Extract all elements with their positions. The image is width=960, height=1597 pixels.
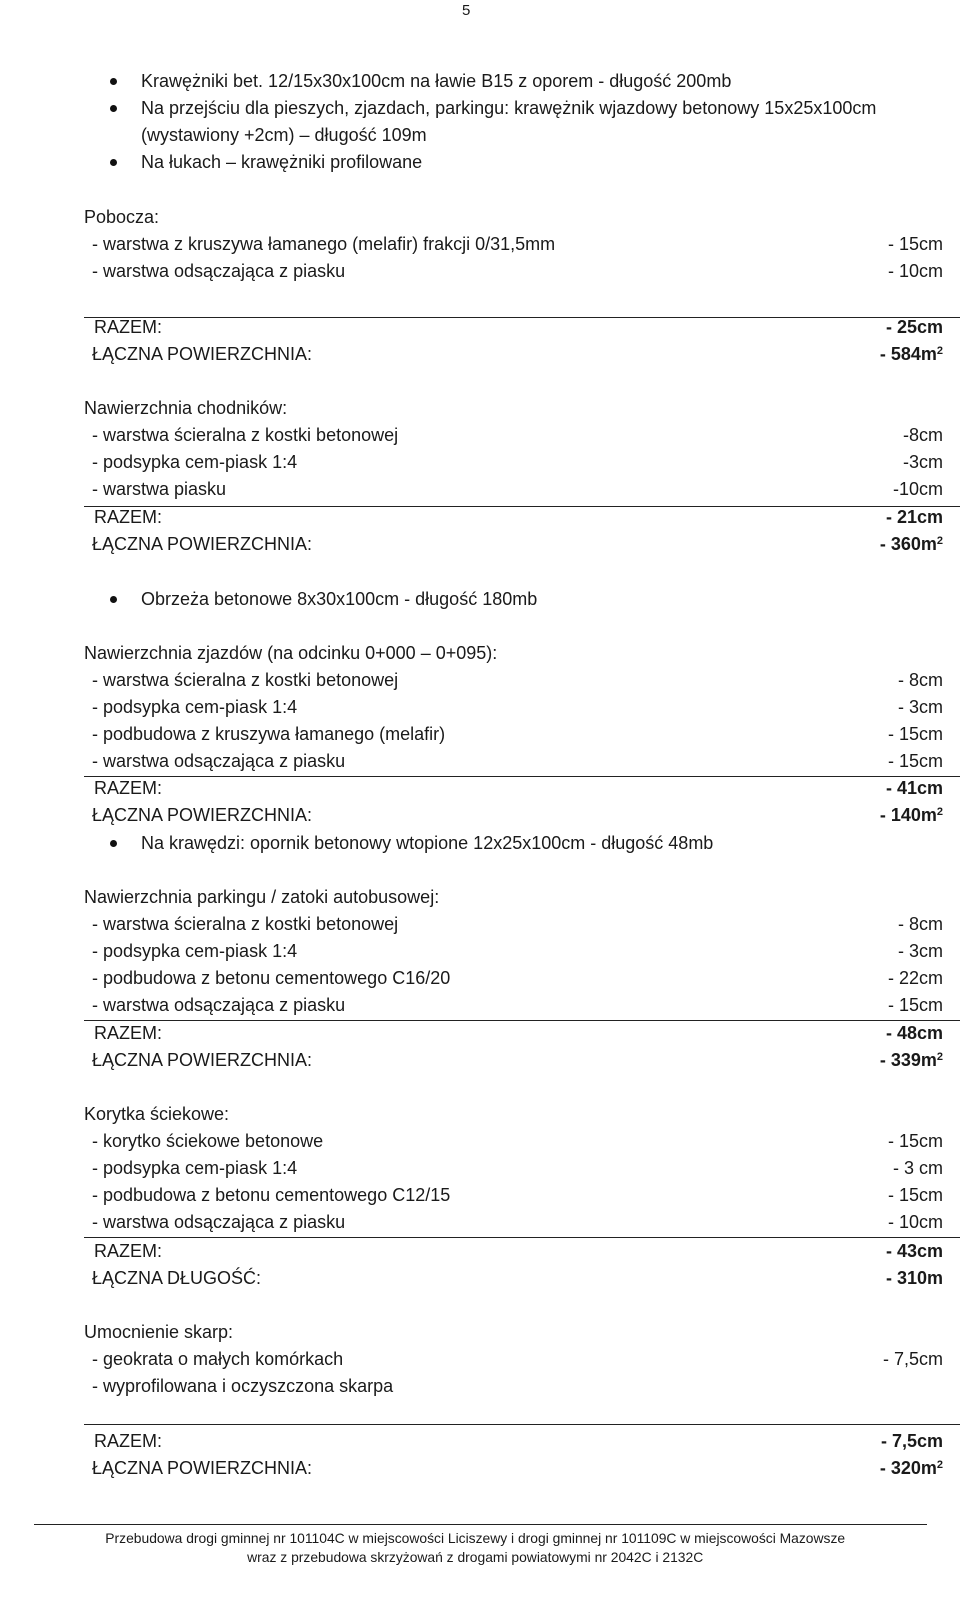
layer-value: - 10cm — [887, 1212, 943, 1232]
layer-value: - 10cm — [887, 261, 943, 281]
layer-label: - warstwa odsączająca z piasku — [92, 751, 346, 771]
layer-value: - 15cm — [887, 234, 943, 254]
layer-value: -10cm — [892, 479, 943, 499]
section-title-parking: Nawierzchnia parkingu / zatoki autobusowej: — [84, 887, 440, 907]
razem-value: - 7,5cm — [880, 1431, 943, 1451]
razem-value: - 48cm — [885, 1023, 943, 1043]
total-value: - $339m^2$ — [879, 1050, 943, 1070]
divider — [84, 1424, 960, 1425]
bullet-icon — [110, 840, 117, 847]
total-label: ŁĄCZNA POWIERZCHNIA: — [92, 1050, 313, 1070]
total-value: - $320m^2$ — [879, 1458, 943, 1478]
divider — [84, 317, 960, 318]
layer-label: - podbudowa z betonu cementowego C12/15 — [92, 1185, 451, 1205]
divider — [84, 776, 960, 777]
section-title-pobocza: Pobocza: — [84, 207, 160, 227]
layer-label: - warstwa odsączająca z piasku — [92, 1212, 346, 1232]
layer-value: -3cm — [903, 452, 943, 472]
list-item: Na przejściu dla pieszych, zjazdach, parkingu: krawężnik wjazdowy betonowy 15x25x100cm — [141, 98, 877, 118]
razem-value: - 43cm — [885, 1241, 943, 1261]
total-label: ŁĄCZNA POWIERZCHNIA: — [92, 1458, 313, 1478]
layer-value: - 8cm — [898, 914, 943, 934]
bullet-icon — [110, 159, 117, 166]
razem-label: RAZEM: — [94, 1431, 163, 1451]
footer-line-2: wraz z przebudowa skrzyżowań z drogami powiatowymi nr 2042C i 2132C — [247, 1549, 704, 1565]
total-value: - 310m — [885, 1268, 943, 1288]
footer-divider — [34, 1524, 927, 1525]
total-label: ŁĄCZNA POWIERZCHNIA: — [92, 344, 313, 364]
layer-label: - podsypka cem-piask 1:4 — [92, 697, 298, 717]
list-item: Na łukach – krawężniki profilowane — [141, 152, 423, 172]
list-item: Krawężniki bet. 12/15x30x100cm na ławie B15 z oporem - długość 200mb — [141, 71, 732, 91]
total-label: ŁĄCZNA POWIERZCHNIA: — [92, 805, 313, 825]
layer-label: - podsypka cem-piask 1:4 — [92, 1158, 298, 1178]
razem-label: RAZEM: — [94, 1241, 163, 1261]
divider — [84, 506, 960, 507]
layer-label: - warstwa ścieralna z kostki betonowej — [92, 670, 399, 690]
layer-label: - warstwa ścieralna z kostki betonowej — [92, 914, 399, 934]
bullet-icon — [110, 78, 117, 85]
section-title-zjazdy: Nawierzchnia zjazdów (na odcinku 0+000 – 0+095): — [84, 643, 498, 663]
layer-label: - warstwa ścieralna z kostki betonowej — [92, 425, 399, 445]
layer-label: - korytko ściekowe betonowe — [92, 1131, 324, 1151]
layer-value: -8cm — [903, 425, 943, 445]
layer-label: - podbudowa z kruszywa łamanego (melafir) — [92, 724, 446, 744]
footer-line-1: Przebudowa drogi gminnej nr 101104C w miejscowości Liciszewy i drogi gminnej nr 101109C w miejscowości Mazowsze — [105, 1530, 846, 1546]
razem-value: - 21cm — [885, 507, 943, 527]
section-title-chodniki: Nawierzchnia chodników: — [84, 398, 288, 418]
razem-value: - 41cm — [885, 778, 943, 798]
list-item: Obrzeża betonowe 8x30x100cm - długość 180mb — [141, 589, 538, 609]
layer-label: - wyprofilowana i oczyszczona skarpa — [92, 1376, 394, 1396]
divider — [84, 1237, 960, 1238]
razem-label: RAZEM: — [94, 317, 163, 337]
section-title-skarpy: Umocnienie skarp: — [84, 1322, 234, 1342]
layer-label: - geokrata o małych komórkach — [92, 1349, 344, 1369]
layer-label: - warstwa odsączająca z piasku — [92, 261, 346, 281]
layer-label: - warstwa z kruszywa łamanego (melafir) frakcji 0/31,5mm — [92, 234, 556, 254]
layer-value: - 15cm — [887, 1131, 943, 1151]
layer-value: - 22cm — [887, 968, 943, 988]
divider — [84, 1020, 960, 1021]
layer-label: - warstwa odsączająca z piasku — [92, 995, 346, 1015]
razem-label: RAZEM: — [94, 1023, 163, 1043]
list-item-continuation: (wystawiony +2cm) – długość 109m — [141, 125, 427, 145]
layer-value: - 15cm — [887, 1185, 943, 1205]
bullet-icon — [110, 105, 117, 112]
total-label: ŁĄCZNA DŁUGOŚĆ: — [92, 1268, 262, 1288]
layer-value: - 7,5cm — [882, 1349, 943, 1369]
layer-value: - 15cm — [887, 724, 943, 744]
razem-label: RAZEM: — [94, 778, 163, 798]
layer-value: - 3 cm — [892, 1158, 943, 1178]
layer-value: - 15cm — [887, 995, 943, 1015]
list-item: Na krawędzi: opornik betonowy wtopione 12x25x100cm - długość 48mb — [141, 833, 714, 853]
razem-value: - 25cm — [885, 317, 943, 337]
total-value: - $584m^2$ — [879, 344, 943, 364]
razem-label: RAZEM: — [94, 507, 163, 527]
layer-label: - podsypka cem-piask 1:4 — [92, 941, 298, 961]
page-number: 5 — [462, 2, 471, 19]
section-title-korytka: Korytka ściekowe: — [84, 1104, 230, 1124]
total-label: ŁĄCZNA POWIERZCHNIA: — [92, 534, 313, 554]
total-value: - $140m^2$ — [879, 805, 943, 825]
layer-value: - 8cm — [898, 670, 943, 690]
layer-value: - 3cm — [898, 697, 943, 717]
layer-label: - podbudowa z betonu cementowego C16/20 — [92, 968, 451, 988]
layer-value: - 15cm — [887, 751, 943, 771]
bullet-icon — [110, 596, 117, 603]
layer-value: - 3cm — [898, 941, 943, 961]
total-value: - $360m^2$ — [879, 534, 943, 554]
layer-label: - podsypka cem-piask 1:4 — [92, 452, 298, 472]
layer-label: - warstwa piasku — [92, 479, 227, 499]
